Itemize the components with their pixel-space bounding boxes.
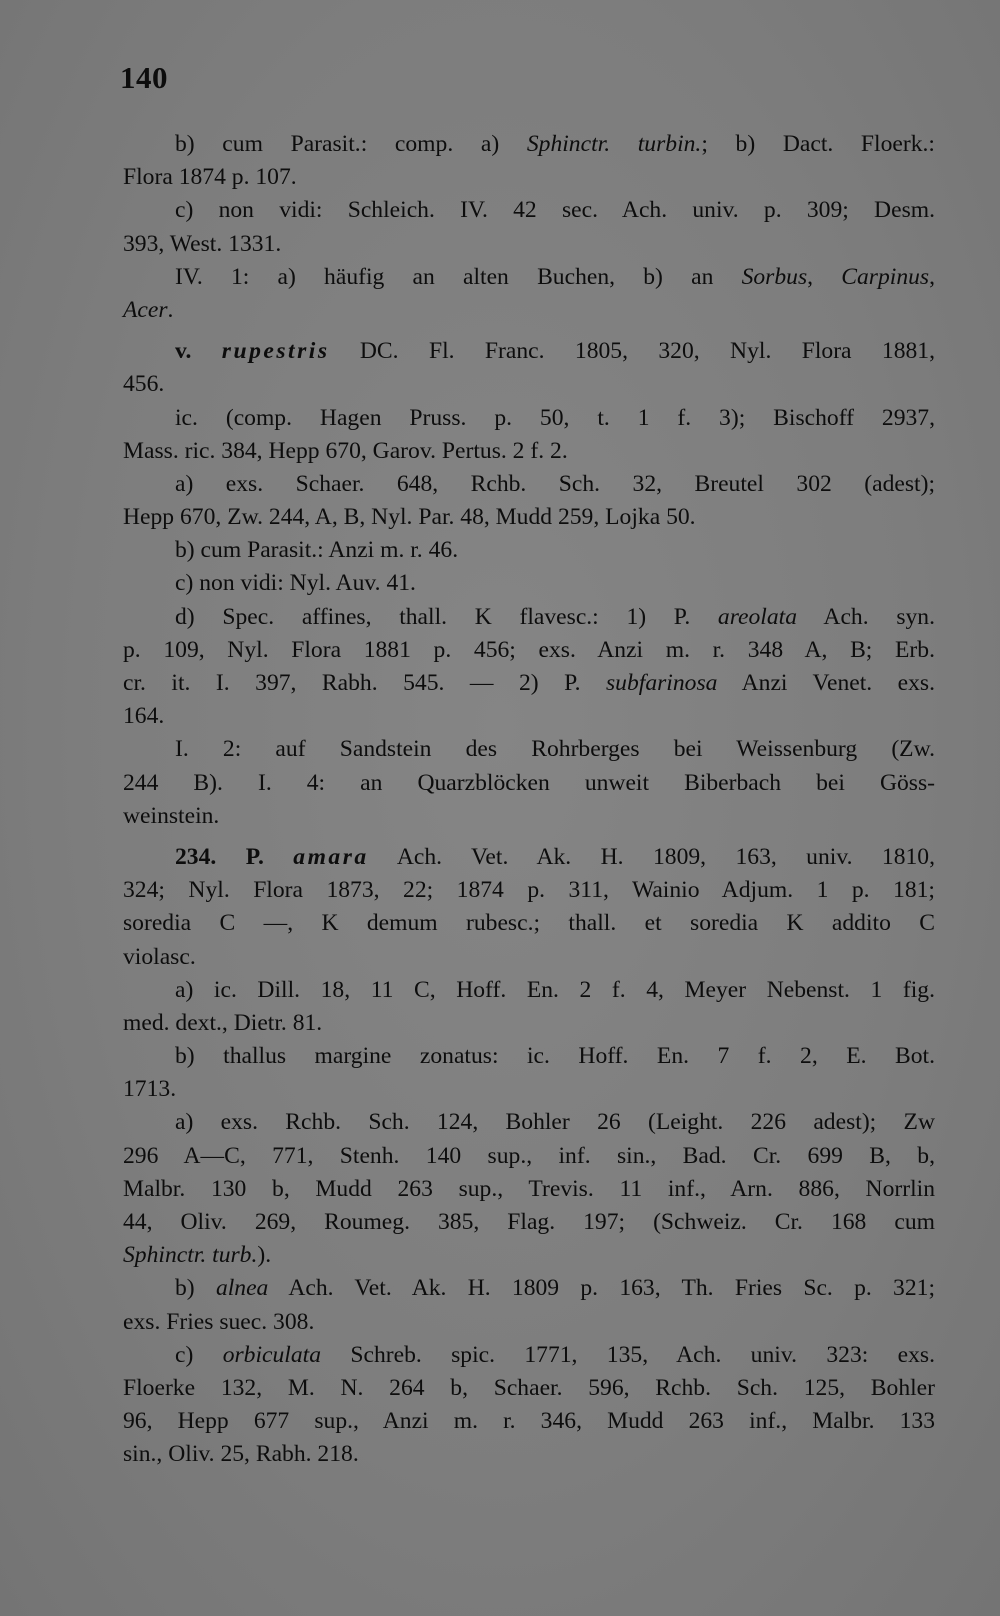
text-line: Floerke 132, M. N. 264 b, Schaer. 596, Rchb. Sch. 125, Bohler	[123, 1374, 935, 1401]
text-line: 393, West. 1331.	[123, 230, 282, 257]
text-line: b) thallus margine zonatus: ic. Hoff. En. 7 f. 2, E. Bot.	[175, 1043, 935, 1070]
text-line: 234. P. amara Ach. Vet. Ak. H. 1809, 163, univ. 1810,	[175, 843, 935, 870]
paragraph-gap	[123, 833, 935, 841]
text-line: Flora 1874 p. 107.	[123, 164, 297, 191]
text-line: sin., Oliv. 25, Rabh. 218.	[123, 1441, 359, 1468]
text-line: Mass. ric. 384, Hepp 670, Garov. Pertus. 2 f. 2.	[123, 437, 568, 464]
text-line: violasc.	[123, 943, 196, 970]
text-line: d) Spec. affines, thall. K flavesc.: 1) P. areolata Ach. syn.	[175, 603, 935, 630]
text-line: p. 109, Nyl. Flora 1881 p. 456; exs. Anzi m. r. 348 A, B; Erb.	[123, 636, 935, 663]
text-line: a) exs. Rchb. Sch. 124, Bohler 26 (Leight. 226 adest); Zw	[175, 1109, 935, 1136]
text-line: 44, Oliv. 269, Roumeg. 385, Flag. 197; (Schweiz. Cr. 168 cum	[123, 1209, 935, 1235]
paragraph-gap	[123, 327, 935, 335]
text-line: 296 A—C, 771, Stenh. 140 sup., inf. sin., Bad. Cr. 699 B, b,	[123, 1142, 935, 1169]
text-line: c) orbiculata Schreb. spic. 1771, 135, Ach. univ. 323: exs.	[175, 1341, 935, 1368]
text-line: c) non vidi: Nyl. Auv. 41.	[175, 570, 416, 597]
text-line: Sphinctr. turb.).	[123, 1242, 272, 1269]
text-line: b) cum Parasit.: Anzi m. r. 46.	[175, 537, 459, 564]
text-line: soredia C —, K demum rubesc.; thall. et soredia K addito C	[123, 910, 935, 937]
text-line: b) cum Parasit.: comp. a) Sphinctr. turbin.; b) Dact. Floerk.:	[175, 131, 935, 157]
text-line: 244 B). I. 4: an Quarzblöcken unweit Biberbach bei Göss-	[123, 769, 935, 796]
text-line: 96, Hepp 677 sup., Anzi m. r. 346, Mudd 263 inf., Malbr. 133	[123, 1408, 935, 1435]
text-line: exs. Fries suec. 308.	[123, 1308, 315, 1335]
text-line: 456.	[123, 371, 165, 398]
page-number: 140	[120, 60, 168, 95]
text-line: Hepp 670, Zw. 244, A, B, Nyl. Par. 48, Mudd 259, Lojka 50.	[123, 504, 696, 531]
text-line: Acer.	[123, 296, 174, 323]
text-line: Malbr. 130 b, Mudd 263 sup., Trevis. 11 inf., Arn. 886, Norrlin	[123, 1175, 935, 1202]
text-line: v. rupestris DC. Fl. Franc. 1805, 320, Nyl. Flora 1881,	[175, 338, 935, 365]
text-line: med. dext., Dietr. 81.	[123, 1009, 323, 1036]
text-line: 324; Nyl. Flora 1873, 22; 1874 p. 311, Wainio Adjum. 1 p. 181;	[123, 877, 935, 904]
text-line: cr. it. I. 397, Rabh. 545. — 2) P. subfarinosa Anzi Venet. exs.	[123, 670, 935, 696]
text-line: ic. (comp. Hagen Pruss. p. 50, t. 1 f. 3); Bischoff 2937,	[175, 404, 935, 431]
text-line: 1713.	[123, 1076, 177, 1103]
text-line: a) exs. Schaer. 648, Rchb. Sch. 32, Breutel 302 (adest);	[175, 470, 935, 497]
text-line: IV. 1: a) häufig an alten Buchen, b) an Sorbus, Carpinus,	[175, 263, 935, 290]
text-line: c) non vidi: Schleich. IV. 42 sec. Ach. univ. p. 309; Desm.	[175, 197, 935, 224]
text-line: 164.	[123, 703, 165, 730]
text-line: a) ic. Dill. 18, 11 C, Hoff. En. 2 f. 4, Meyer Nebenst. 1 fig.	[175, 976, 935, 1003]
text-line: weinstein.	[123, 802, 220, 829]
text-line: b) alnea Ach. Vet. Ak. H. 1809 p. 163, Th. Fries Sc. p. 321;	[175, 1275, 935, 1302]
text-line: I. 2: auf Sandstein des Rohrberges bei Weissenburg (Zw.	[175, 736, 935, 763]
page-text	[123, 128, 935, 1472]
